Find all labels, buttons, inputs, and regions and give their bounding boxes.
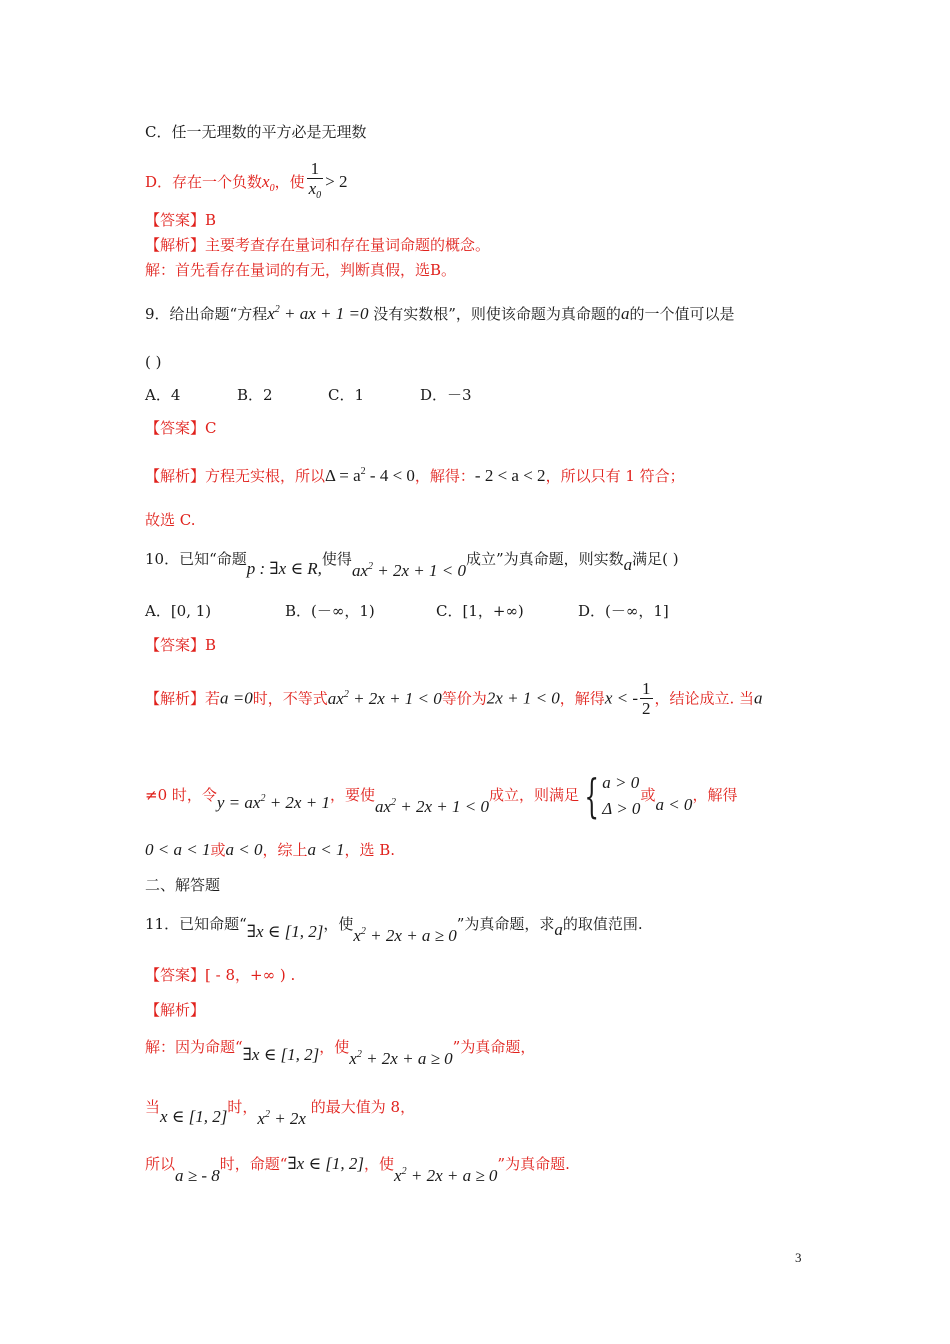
math-equation: $x^2$ + ax + 1 =0 [267, 304, 369, 323]
fraction-1-over-x0: $\frac{1}{x_0}$ [308, 159, 322, 201]
q10-analysis-line2: ≠0 时，令$y = ax^2 + 2x + 1$，要使$ax^2 + 2x + 1 < 0$成立，则满足 { a > 0 Δ > 0 或a < 0，解得 [145, 769, 738, 823]
q9-option-d: D．－3 [420, 386, 472, 404]
math-discriminant: $\Delta = a^2 - 4 < 0$ [325, 466, 415, 485]
option-d-text: D．存在一个负数 [145, 173, 263, 191]
q10-analysis-line3: 0 < a < 1或a < 0，综上a < 1，选 B. [145, 840, 396, 859]
q10-stem: 10．已知“命题p : ∃x ∈ R,使得$ax^2 + 2x + 1 < 0$成立”为真命题，则实数a满足( ) [145, 550, 679, 580]
math-gt-2: > 2 [325, 172, 348, 191]
q9-analysis: 【解析】方程无实根，所以$\Delta = a^2 - 4 < 0$，解得：- 2 < a < 2，所以只有 1 符合； [145, 466, 685, 485]
q10-option-a: A．[0, 1) [145, 602, 212, 620]
q9-option-b: B．2 [237, 386, 273, 404]
section-heading: 二、解答题 [145, 876, 221, 894]
q10-option-b: B．(－∞，1) [285, 602, 375, 620]
q9-paren: ( ) [145, 353, 162, 371]
math-prop: p : ∃x ∈ R, [246, 559, 322, 578]
math-exists: ∃x ∈ [1, 2] [246, 922, 324, 941]
q11-solution-line3: 所以a ≥ - 8时，命题“∃x ∈ [1, 2]，使$x^2 + 2x + a \ge 0$”为真命题. [145, 1154, 570, 1185]
q8-analysis: 【解析】主要考查存在量词和存在量词命题的概念。 [145, 236, 491, 254]
q9-answer: 【答案】C [145, 419, 217, 437]
q11-solution-line1: 解：因为命题“∃x ∈ [1, 2]，使$x^2 + 2x + a \ge 0$”为真命题， [145, 1038, 536, 1068]
option-d-mid: ，使 [274, 173, 305, 191]
option-c: C．任一无理数的平方必是无理数 [145, 123, 367, 141]
page-number: 3 [795, 1250, 802, 1265]
math-inequality: $ax^2 + 2x + 1 < 0$ [351, 561, 466, 580]
q10-option-c: C．[1，+∞) [436, 602, 524, 620]
q8-answer: 【答案】B [145, 211, 217, 229]
q11-solution-line2: 当x ∈ [1, 2]时，$x^2 + 2x$ 的最大值为 8， [145, 1098, 416, 1128]
inequality-system: a > 0 Δ > 0 [602, 773, 641, 818]
q9-option-a: A．4 [145, 386, 181, 404]
q10-option-d: D．(－∞，1] [578, 602, 669, 620]
option-d [145, 160, 347, 206]
q10-answer: 【答案】B [145, 636, 217, 654]
fraction-half: $\frac{1}{2}$ [642, 679, 651, 718]
q9-option-c: C．1 [328, 386, 365, 404]
math-x0: $x_0$ [262, 172, 275, 194]
q8-solution: 解：首先看存在量词的有无，判断真假，选B。 [145, 261, 457, 279]
q9-stem: 9．给出命题“方程$x^2$ + ax + 1 =0 没有实数根”，则使该命题为真命题的a的一个值可以是 [145, 304, 735, 323]
q11-analysis: 【解析】 [145, 1001, 206, 1019]
q11-answer: 【答案】[ - 8，+∞ ) . [145, 966, 296, 984]
math-range: - 2 < a < 2 [474, 466, 546, 485]
q9-conclusion: 故选 C. [145, 511, 196, 529]
left-brace: { [584, 769, 599, 823]
q11-stem: 11．已知命题“∃x ∈ [1, 2]，使$x^2 + 2x + a \ge 0$”为真命题，求a的取值范围. [145, 915, 643, 945]
q10-analysis-line1: 【解析】若a =0时，不等式$ax^2 + 2x + 1 < 0$等价为2x + 1 < 0，解得x < - $\frac{1}{2}$ ，结论成立. 当a [145, 679, 763, 718]
